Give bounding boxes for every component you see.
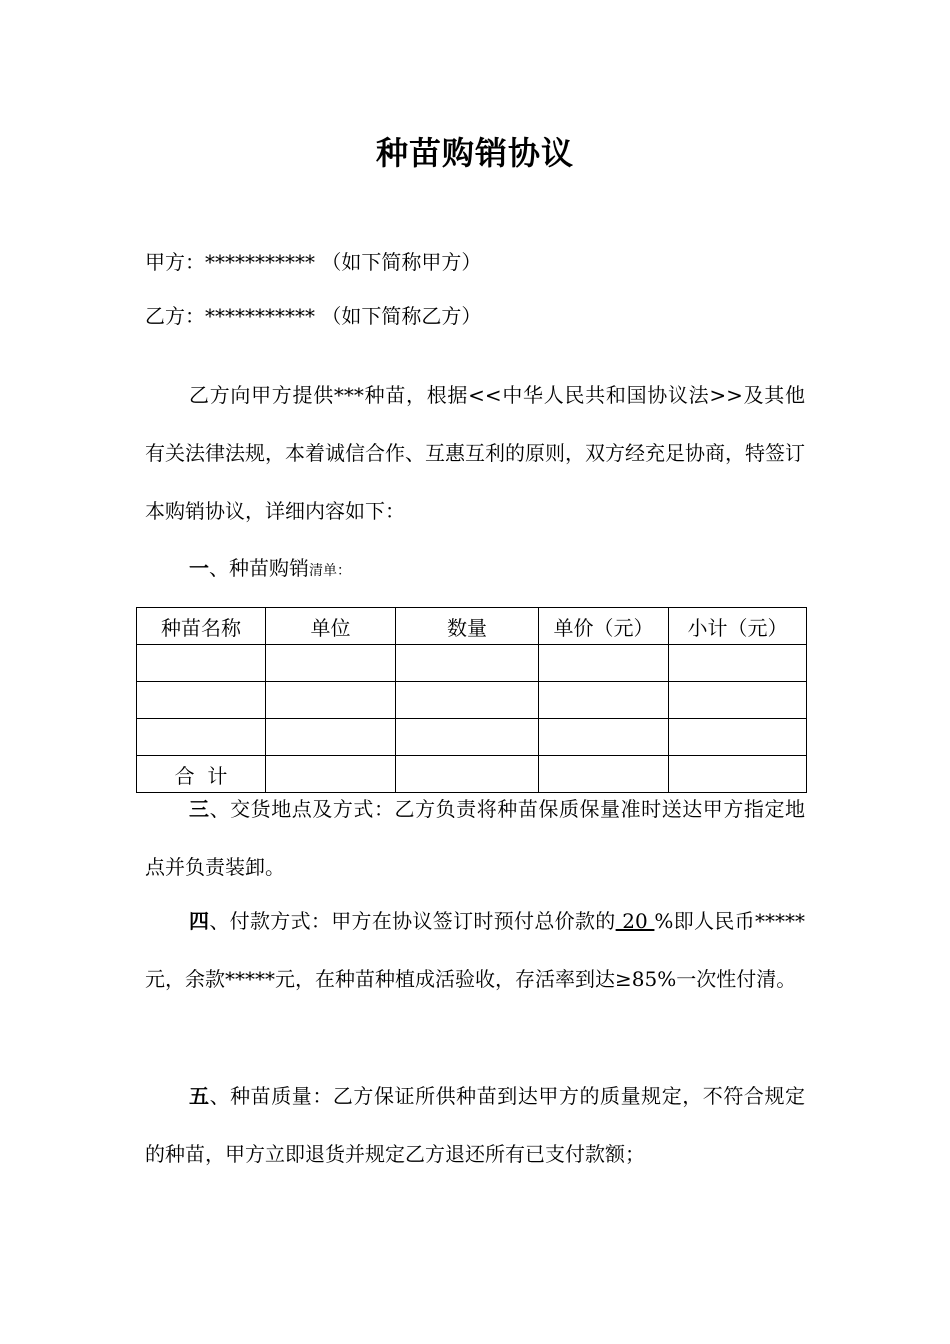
document-title: 种苗购销协议 xyxy=(375,134,574,172)
table-row xyxy=(137,719,807,756)
section-4-text-after: %即人民币*****元，余款*****元，在种苗种植成活验收，存活率到达≥85%一次性付清。 xyxy=(145,909,805,991)
table-cell xyxy=(396,719,539,756)
section-3-number: 三 xyxy=(189,797,210,821)
header-subtotal: 小计（元） xyxy=(669,608,807,645)
section-3-text: 、交货地点及方式：乙方负责将种苗保质保量准时送达甲方指定地点并负责装卸。 xyxy=(145,797,806,879)
table-cell xyxy=(266,719,396,756)
section-3-paragraph xyxy=(145,780,805,896)
table-cell xyxy=(539,645,669,682)
section-5-text: 、种苗质量：乙方保证所供种苗到达甲方的质量规定，不符合规定的种苗，甲方立即退货并规定乙方退还所有已支付款额； xyxy=(145,1084,806,1166)
section-5-paragraph xyxy=(145,1067,805,1183)
table-cell xyxy=(266,645,396,682)
table-cell xyxy=(669,682,807,719)
section-1-small: 清单： xyxy=(309,563,351,579)
section-1-text: 、种苗购销 xyxy=(209,556,309,580)
section-4-paragraph xyxy=(145,892,805,1008)
table-cell xyxy=(266,682,396,719)
section-5-number: 五 xyxy=(189,1084,210,1108)
section-4-text-before: 、付款方式：甲方在协议签订时预付总价款的 xyxy=(209,909,616,933)
table-cell xyxy=(539,719,669,756)
table-cell xyxy=(396,682,539,719)
table-header-row xyxy=(137,608,807,645)
table-cell xyxy=(137,645,266,682)
header-unit: 单位 xyxy=(266,608,396,645)
prepay-percent-value: 20 xyxy=(615,909,655,933)
table-cell xyxy=(669,719,807,756)
total-label: 合 计 xyxy=(137,756,266,793)
header-name: 种苗名称 xyxy=(137,608,266,645)
table-row xyxy=(137,645,807,682)
header-unit-price: 单价（元） xyxy=(539,608,669,645)
seedling-list-table xyxy=(136,607,807,793)
party-a-line: 甲方：*********** （如下简称甲方） xyxy=(145,250,482,274)
section-4-number: 四 xyxy=(189,909,210,933)
section-1-heading xyxy=(145,539,805,600)
section-1-number: 一 xyxy=(189,556,209,580)
table-cell xyxy=(137,719,266,756)
header-quantity: 数量 xyxy=(396,608,539,645)
party-b-line: 乙方：*********** （如下简称乙方） xyxy=(145,304,482,328)
intro-paragraph: 乙方向甲方提供***种苗，根据<<中华人民共和国协议法>>及其他有关法律法规，本着诚信合作、互惠互利的原则，双方经充足协商，特签订本购销协议，详细内容如下： xyxy=(145,383,805,523)
table-row xyxy=(137,682,807,719)
table-cell xyxy=(539,682,669,719)
table-cell xyxy=(396,645,539,682)
table-cell xyxy=(669,645,807,682)
table-cell xyxy=(137,682,266,719)
